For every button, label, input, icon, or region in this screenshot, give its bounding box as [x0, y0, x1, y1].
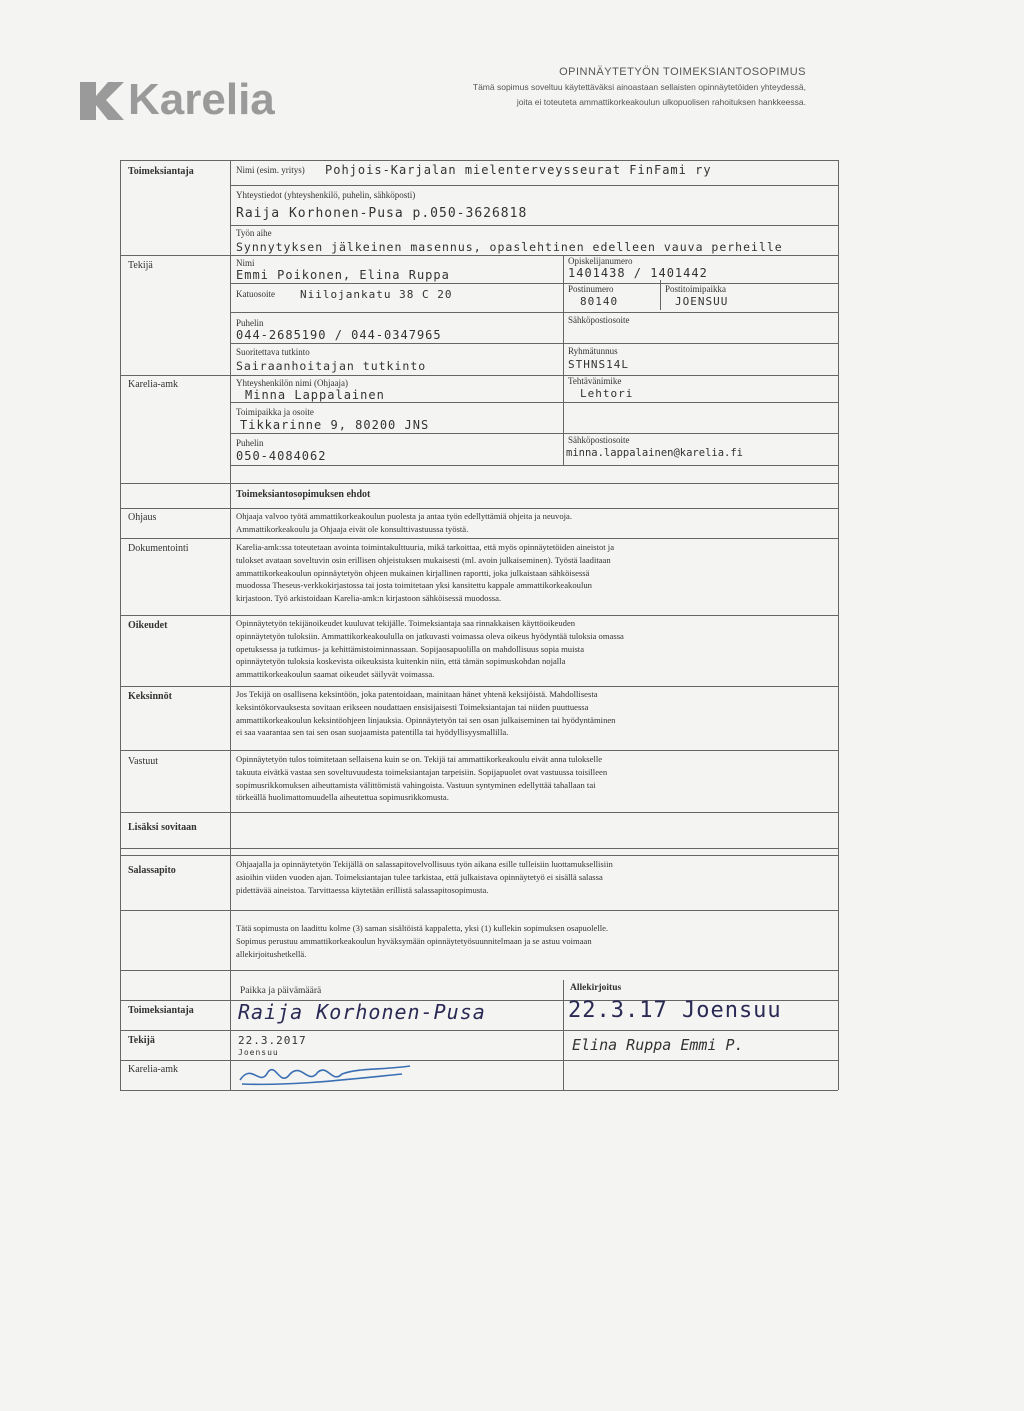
- opiskelijanumero-label: Opiskelijanumero: [568, 256, 633, 266]
- postitoimipaikka-value: JOENSUU: [675, 295, 729, 308]
- oikeudet-label: Oikeudet: [128, 620, 168, 631]
- tutkinto-label: Suoritettava tutkinto: [236, 347, 310, 357]
- subtitle-line-1: Tämä sopimus soveltuu käytettäväksi ainoastaan sellaisten opinnäytetöiden yhteydessä,: [472, 82, 806, 92]
- keksinnot-label: Keksinnöt: [128, 691, 172, 702]
- karelia-sahkoposti-value: minna.lappalainen@karelia.fi: [566, 447, 744, 459]
- lisaksi-sovitaan-label: Lisäksi sovitaan: [128, 822, 197, 833]
- section-karelia: Karelia-amk: [128, 379, 178, 390]
- ohjaus-text: Ohjaaja valvoo työtä ammattikorkeakoulun puolesta ja antaa työn edellyttämiä ohjeita ja neuvoja. Ammattikorkeakoulu ja Ohjaaja eivät ole konsulttivastuussa työstä.: [236, 511, 572, 534]
- postinumero-label: Postinumero: [568, 284, 614, 294]
- karelia-sahkoposti-label: Sähköpostiosoite: [568, 435, 630, 445]
- logo-text: Karelia: [128, 75, 275, 124]
- yhteystiedot-label: Yhteystiedot (yhteyshenkilö, puhelin, sähköposti): [236, 190, 416, 200]
- tekija-place: Joensuu: [238, 1048, 279, 1057]
- allekirjoitus-date: 22.3.17 Joensuu: [568, 998, 782, 1023]
- toimipaikka-label: Toimipaikka ja osoite: [236, 407, 314, 417]
- ryhmatunnus-label: Ryhmätunnus: [568, 346, 618, 356]
- sig-karelia-label: Karelia-amk: [128, 1064, 178, 1075]
- subtitle-line-2: joita ei toteuteta ammattikorkeakoulun ulkopuolisen rahoituksen hankkeessa.: [516, 97, 806, 107]
- laadittu-text: Tätä sopimusta on laadittu kolme (3) saman sisältöistä kappaletta, yksi (1) kullekin sopimuksen osapuolelle. Sopimus perustuu ammattikorkeakoulun hyväksymään opinnäytetyösuunnitelmaan ja se astuu voimaan allekirjoitushetkellä.: [236, 923, 609, 959]
- ohjaaja-label: Yhteyshenkilön nimi (Ohjaaja): [236, 378, 348, 388]
- tekija-signature: Elina Ruppa Emmi P.: [572, 1036, 744, 1054]
- salassapito-text: Ohjaajalla ja opinnäytetyön Tekijällä on salassapitovelvollisuus työn aikana esille tulleisiin luottamuksellisiin asioihin viiden vuoden ajan. Toimeksiantajan tulee tarkistaa, että julkaistava opinnäytetyö ei sisällä salassa pidettävää aineistoa. Tarvittaessa käytetään erillistä salassapitosopimusta.: [236, 859, 613, 895]
- ehdot-title: Toimeksiantosopimuksen ehdot: [236, 489, 371, 500]
- tekija-sahkoposti-label: Sähköpostiosoite: [568, 315, 630, 325]
- puhelin-value: 044-2685190 / 044-0347965: [236, 328, 442, 342]
- tekija-date: 22.3.2017: [238, 1034, 307, 1047]
- karelia-puhelin-value: 050-4084062: [236, 449, 327, 463]
- toimipaikka-value: Tikkarinne 9, 80200 JNS: [240, 418, 430, 432]
- tyon-aihe-value: Synnytyksen jälkeinen masennus, opaslehtinen edelleen vauva perheille: [236, 240, 783, 254]
- tehtavanimike-value: Lehtori: [580, 387, 634, 400]
- nimi-label: Nimi (esim. yritys): [236, 165, 305, 175]
- puhelin-label: Puhelin: [236, 318, 264, 328]
- karelia-k-icon: [80, 78, 124, 122]
- tutkinto-value: Sairaanhoitajan tutkinto: [236, 359, 427, 373]
- tyon-aihe-label: Työn aihe: [236, 228, 272, 238]
- ryhmatunnus-value: STHNS14L: [568, 358, 629, 371]
- salassapito-label: Salassapito: [128, 865, 176, 876]
- oikeudet-text: Opinnäytetyön tekijänoikeudet kuuluvat tekijälle. Toimeksiantaja saa rinnakkaisen käyttöoikeuden opinnäytetyön tuloksiin. Ammattikorkeakoululla on jatkuvasti voimassa oleva oikeus hyödyntää tuloksia omassa opetuksessa ja tutkimus- ja kehittämistoiminnassaan. Sopijaosapuolilla on mahdollisuus sopia muista opinnäytetyön tuloksia koskevista oikeuksista kuitenkin niin, että tämän sopimuskohdan nojalla ammattikorkeakoulun saamat oikeudet säilyvät voimassa.: [236, 618, 624, 680]
- dokumentointi-label: Dokumentointi: [128, 543, 189, 554]
- katuosoite-label: Katuosoite: [236, 289, 275, 299]
- tehtavanimike-label: Tehtävänimike: [568, 376, 622, 386]
- opiskelijanumero-value: 1401438 / 1401442: [568, 266, 708, 280]
- postinumero-value: 80140: [580, 295, 619, 308]
- sig-toimeksiantaja-label: Toimeksiantaja: [128, 1005, 194, 1016]
- postitoimipaikka-label: Postitoimipaikka: [665, 284, 727, 294]
- document-header: [473, 66, 806, 108]
- toimeksiantaja-signature: Raija Korhonen-Pusa: [238, 1000, 486, 1024]
- sig-tekija-label: Tekijä: [128, 1035, 155, 1046]
- document-title: OPINNÄYTETYÖN TOIMEKSIANTOSOPIMUS: [559, 66, 806, 78]
- paikka-label: Paikka ja päivämäärä: [240, 986, 322, 996]
- keksinnot-text: Jos Tekijä on osallisena keksintöön, joka patentoidaan, mainitaan hänet yhtenä keksijöistä. Mahdollisesta keksintökorvauksesta sovitaan erikseen noudattaen ensisijaisesti Toimeksiantajan tai niiden puuttuessa ammattikorkeakoulun keksintöohjeen linjauksia. Opinnäytetyön tai sen osan julkaiseminen tai hyödyntäminen ei saa vaarantaa sen tai sen osan suojaamista patentilla tai hyödyllisyysmallilla.: [236, 689, 616, 738]
- allekirjoitus-label: Allekirjoitus: [570, 983, 622, 993]
- section-tekija: Tekijä: [128, 260, 153, 271]
- nimi-value: Pohjois-Karjalan mielenterveysseurat FinFami ry: [325, 163, 712, 177]
- karelia-signature: [232, 1060, 422, 1092]
- ohjaus-label: Ohjaus: [128, 512, 157, 523]
- section-toimeksiantaja: Toimeksiantaja: [128, 166, 194, 177]
- tekija-nimi-label: Nimi: [236, 258, 255, 268]
- vastuut-text: Opinnäytetyön tulos toimitetaan sellaisena kuin se on. Tekijä tai ammattikorkeakoulu eivät anna tulokselle takuuta eivätkä vastaa sen soveltuvuudesta toimeksiantajan tarpeisiin. Sopijapuolet ovat vastuussa toisilleen sopimusrikkomuksen aiheuttamista välittömistä vahingoista. Vastuun syntyminen edellyttää tahallaan tai törkeällä huolimattomuudella aiheutettua sopimusrikkomusta.: [236, 754, 608, 803]
- vastuut-label: Vastuut: [128, 756, 158, 767]
- katuosoite-value: Niilojankatu 38 C 20: [300, 288, 453, 301]
- karelia-logo: [80, 75, 275, 125]
- yhteystiedot-value: Raija Korhonen-Pusa p.050-3626818: [236, 206, 528, 221]
- karelia-puhelin-label: Puhelin: [236, 438, 264, 448]
- ohjaaja-value: Minna Lappalainen: [245, 388, 385, 402]
- dokumentointi-text: Karelia-amk:ssa toteutetaan avointa toimintakulttuuria, mikä tarkoittaa, että myös opinnäytetöiden aineistot ja tulokset avataan soveltuvin osin erillisen ohjeistuksen mukaisesti (ml. avoin julkaiseminen). Työstä laaditaan ammattikorkeakoulun opinnäytetyön ohjeen mukainen kirjallinen raportti, joka julkaistaan sähköisessä muodossa Theseus-verkkokirjastossa tai josta toimitetaan yksi kansitettu kappale ammattikorkeakoulun kirjastoon. Työ arkistoidaan Karelia-amk:n kirjastoon sähköisessä muodossa.: [236, 542, 615, 604]
- tekija-nimi-value: Emmi Poikonen, Elina Ruppa: [236, 268, 450, 282]
